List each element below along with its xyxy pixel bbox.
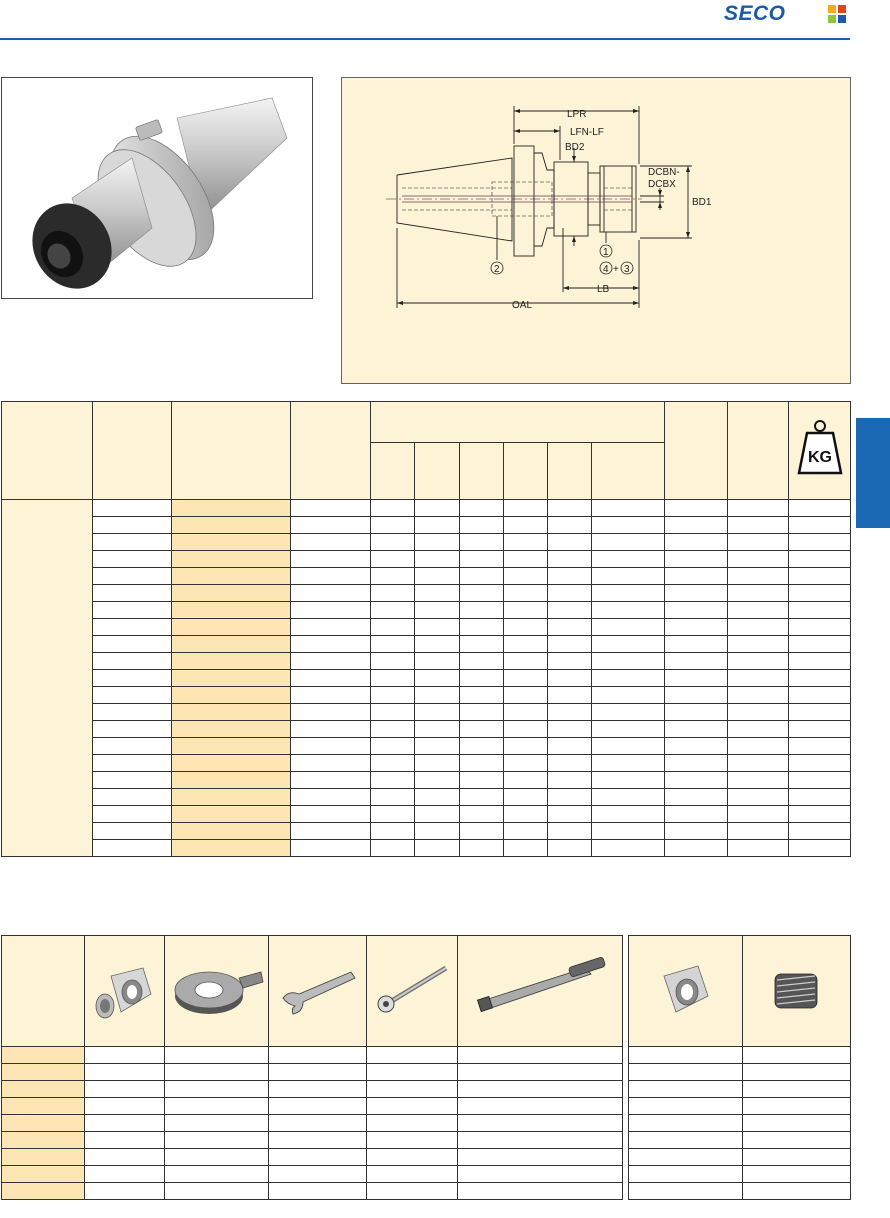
- spare-header-collet-nut: [629, 936, 743, 1047]
- table-row: [629, 1081, 851, 1098]
- weight-header: [789, 402, 851, 500]
- table-row: [2, 653, 851, 670]
- table-row: [2, 602, 851, 619]
- table-row: [2, 806, 851, 823]
- collet-nut-icon: [93, 954, 157, 1024]
- table-row: [2, 789, 851, 806]
- clamping-fixture-icon: [169, 954, 265, 1024]
- label-lfn-lf: LFN-LF: [570, 127, 604, 138]
- label-dcbn: DCBN-: [648, 167, 680, 178]
- table-row: [2, 585, 851, 602]
- table-row: [2, 823, 851, 840]
- callout-4: 4: [603, 264, 609, 275]
- label-oal: OAL: [512, 300, 533, 311]
- logo-text: SECO: [724, 2, 786, 25]
- weight-kg-icon: [797, 419, 843, 477]
- table-row: [2, 755, 851, 772]
- collet-nut-icon: [654, 954, 718, 1024]
- table-row: [2, 619, 851, 636]
- table-row: [629, 1064, 851, 1081]
- label-lpr: LPR: [567, 109, 587, 120]
- callout-plus: +: [613, 264, 619, 275]
- seco-logo: [724, 3, 849, 23]
- table-row: [2, 1115, 623, 1132]
- spanner-wrench-icon: [273, 954, 363, 1024]
- section-side-tab: [856, 418, 890, 528]
- table-row: [629, 1166, 851, 1183]
- accessories-table: [1, 935, 623, 1200]
- table-row: [629, 1115, 851, 1132]
- product-photo: [1, 77, 313, 299]
- table-row: [2, 500, 851, 517]
- table-row: [2, 1098, 623, 1115]
- table-row: [629, 1183, 851, 1200]
- table-row: [2, 1166, 623, 1183]
- accessory-header-wrench: [269, 936, 367, 1047]
- callout-3: 3: [624, 264, 630, 275]
- spare-header-threaded-insert: [743, 936, 851, 1047]
- product-table: [1, 401, 851, 857]
- table-row: [2, 1081, 623, 1098]
- svg-text:KG: KG: [807, 449, 832, 466]
- table-row: [2, 1149, 623, 1166]
- callout-1: 1: [603, 247, 609, 258]
- table-row: [2, 738, 851, 755]
- label-dcbx: DCBX: [648, 179, 676, 190]
- table-row: [2, 517, 851, 534]
- threaded-insert-icon: [765, 954, 829, 1024]
- spare-parts-table: [628, 935, 851, 1200]
- callout-2: 2: [494, 264, 500, 275]
- technical-drawing: [341, 77, 851, 384]
- table-row: [2, 551, 851, 568]
- toolholder-dimension-drawing: [342, 78, 850, 383]
- table-row: [2, 1132, 623, 1149]
- accessory-header-torque-wrench: [458, 936, 623, 1047]
- logo-squares-icon: [828, 5, 846, 23]
- table-row: [629, 1098, 851, 1115]
- label-bd2: BD2: [565, 142, 585, 153]
- toolholder-photo-icon: [2, 78, 312, 298]
- torque-wrench-icon: [465, 954, 615, 1024]
- table-row: [2, 1064, 623, 1081]
- table-row: [2, 704, 851, 721]
- label-lb: LB: [597, 284, 610, 295]
- table-row: [2, 534, 851, 551]
- table-row: [2, 1183, 623, 1200]
- accessory-header-clamping-fixture: [165, 936, 269, 1047]
- table-row: [2, 687, 851, 704]
- header-rule: [0, 38, 850, 40]
- accessory-header-blank: [2, 936, 85, 1047]
- label-bd1: BD1: [692, 197, 712, 208]
- table-row: [2, 1047, 623, 1064]
- table-row: [2, 568, 851, 585]
- torque-key-icon: [370, 954, 454, 1024]
- table-row: [629, 1132, 851, 1149]
- table-row: [2, 721, 851, 738]
- accessory-header-torque-key: [367, 936, 458, 1047]
- accessory-header-collet-nut: [85, 936, 165, 1047]
- table-row: [2, 840, 851, 857]
- table-row: [2, 772, 851, 789]
- table-row: [629, 1149, 851, 1166]
- table-row: [2, 670, 851, 687]
- table-row: [2, 636, 851, 653]
- table-row: [629, 1047, 851, 1064]
